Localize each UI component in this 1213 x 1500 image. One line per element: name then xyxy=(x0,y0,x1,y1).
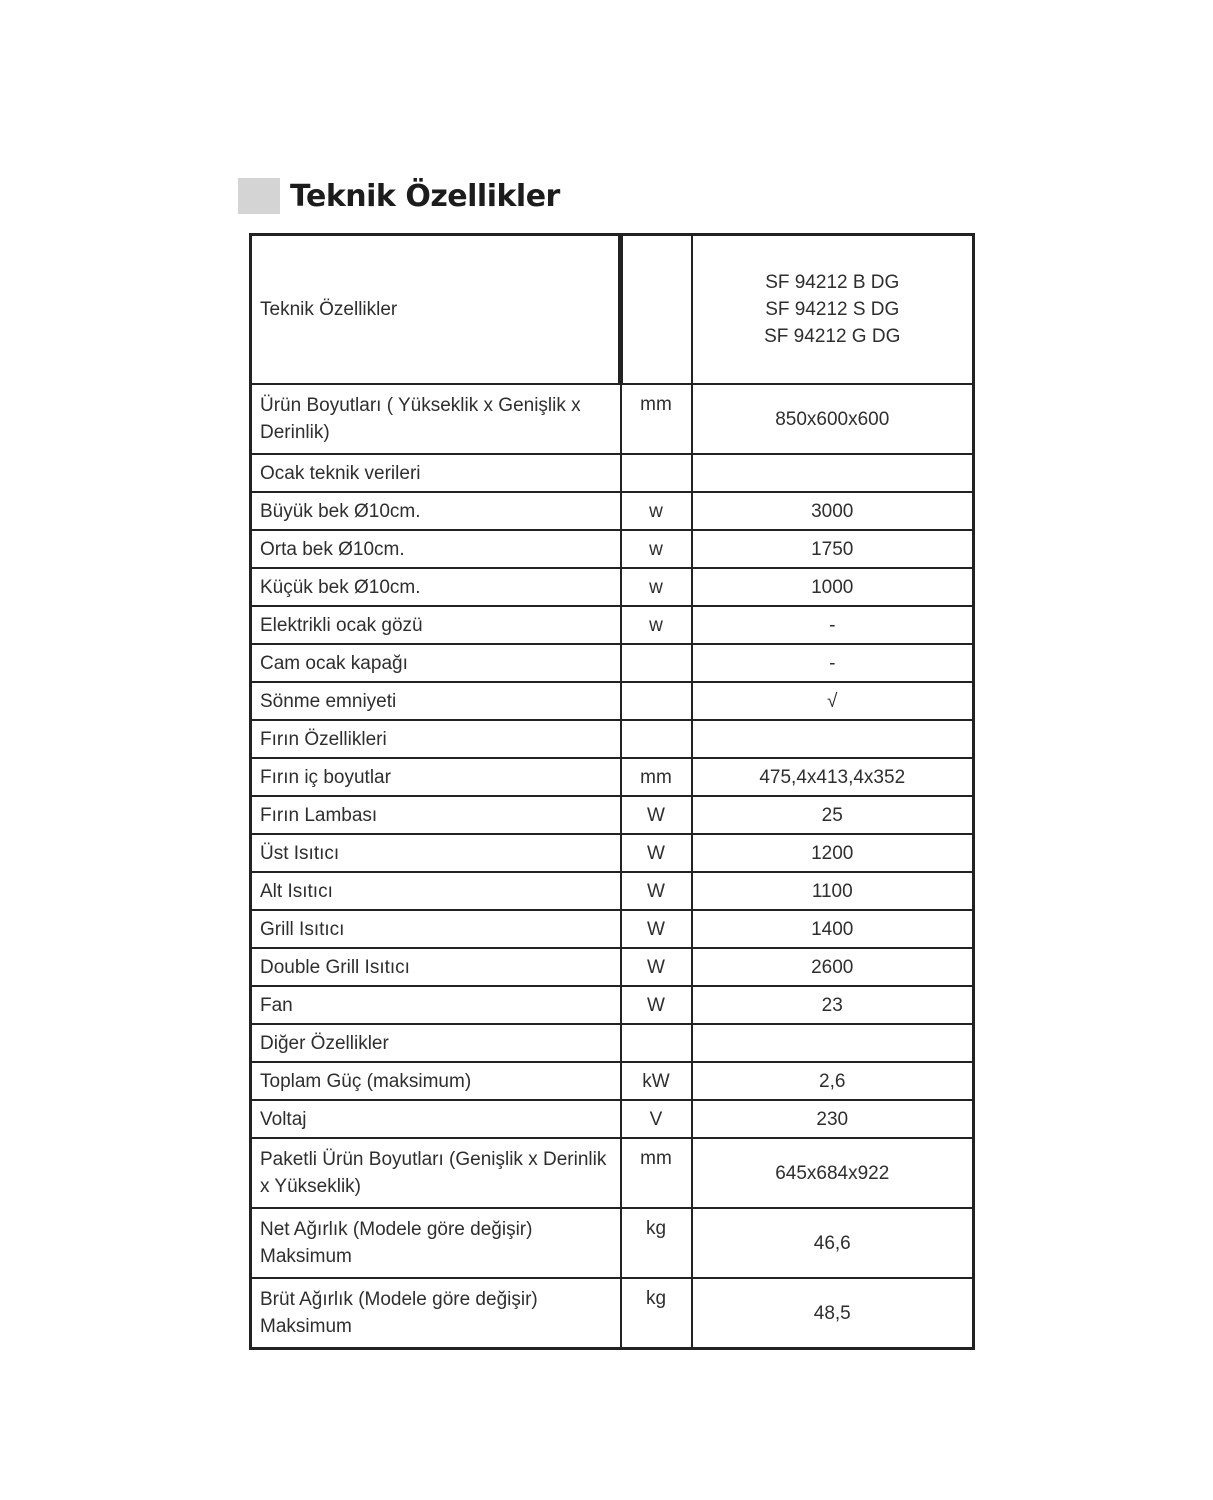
table-row xyxy=(251,758,974,796)
row-label: Voltaj xyxy=(251,1100,621,1138)
header-unit xyxy=(621,235,692,385)
model-name: SF 94212 S DG xyxy=(765,299,900,320)
row-value: 46,6 xyxy=(692,1208,974,1278)
row-value: 2,6 xyxy=(692,1062,974,1100)
table-row xyxy=(251,682,974,720)
row-label: Elektrikli ocak gözü xyxy=(251,606,621,644)
row-label: Küçük bek Ø10cm. xyxy=(251,568,621,606)
row-value: - xyxy=(692,606,974,644)
row-label: Paketli Ürün Boyutları (Genişlik x Derinlik x Yükseklik) xyxy=(251,1138,621,1208)
row-value xyxy=(692,720,974,758)
row-label: Fan xyxy=(251,986,621,1024)
row-value xyxy=(692,1024,974,1062)
table-row xyxy=(251,1100,974,1138)
row-unit: mm xyxy=(621,1138,692,1208)
table-row xyxy=(251,454,974,492)
row-unit: w xyxy=(621,606,692,644)
row-label: Toplam Güç (maksimum) xyxy=(251,1062,621,1100)
row-label: Orta bek Ø10cm. xyxy=(251,530,621,568)
table-row xyxy=(251,948,974,986)
table-row xyxy=(251,530,974,568)
spec-table xyxy=(249,233,975,1350)
row-unit: W xyxy=(621,910,692,948)
table-row xyxy=(251,1024,974,1062)
row-value: 1750 xyxy=(692,530,974,568)
row-value: 475,4x413,4x352 xyxy=(692,758,974,796)
row-unit: V xyxy=(621,1100,692,1138)
table-row xyxy=(251,834,974,872)
row-unit: W xyxy=(621,986,692,1024)
table-row xyxy=(251,568,974,606)
row-unit: w xyxy=(621,492,692,530)
row-unit: W xyxy=(621,948,692,986)
table-row xyxy=(251,1062,974,1100)
row-label: Grill Isıtıcı xyxy=(251,910,621,948)
row-value: 1100 xyxy=(692,872,974,910)
table-row xyxy=(251,384,974,454)
row-value: √ xyxy=(692,682,974,720)
header-models xyxy=(692,235,974,385)
row-value: 1400 xyxy=(692,910,974,948)
row-unit: W xyxy=(621,834,692,872)
row-value: - xyxy=(692,644,974,682)
page-title: Teknik Özellikler xyxy=(290,178,560,214)
row-value: 2600 xyxy=(692,948,974,986)
row-unit: kg xyxy=(621,1278,692,1349)
table-row xyxy=(251,644,974,682)
row-label: Ürün Boyutları ( Yükseklik x Genişlik x Derinlik) xyxy=(251,384,621,454)
row-unit: w xyxy=(621,530,692,568)
table-row xyxy=(251,796,974,834)
table-row xyxy=(251,1138,974,1208)
table-row xyxy=(251,1208,974,1278)
row-value: 645x684x922 xyxy=(692,1138,974,1208)
row-unit xyxy=(621,454,692,492)
row-unit xyxy=(621,720,692,758)
row-unit: mm xyxy=(621,384,692,454)
row-unit: kg xyxy=(621,1208,692,1278)
row-value: 1200 xyxy=(692,834,974,872)
row-label: Cam ocak kapağı xyxy=(251,644,621,682)
row-value: 23 xyxy=(692,986,974,1024)
row-value: 48,5 xyxy=(692,1278,974,1349)
row-unit: kW xyxy=(621,1062,692,1100)
page-heading xyxy=(238,178,560,214)
row-label: Fırın Özellikleri xyxy=(251,720,621,758)
row-label: Alt Isıtıcı xyxy=(251,872,621,910)
table-row xyxy=(251,606,974,644)
row-label: Üst Isıtıcı xyxy=(251,834,621,872)
row-unit xyxy=(621,1024,692,1062)
table-row xyxy=(251,720,974,758)
row-unit xyxy=(621,682,692,720)
heading-marker xyxy=(238,178,280,214)
row-value: 230 xyxy=(692,1100,974,1138)
row-label: Double Grill Isıtıcı xyxy=(251,948,621,986)
header-label: Teknik Özellikler xyxy=(251,235,621,385)
row-label: Diğer Özellikler xyxy=(251,1024,621,1062)
row-label: Net Ağırlık (Modele göre değişir) Maksimum xyxy=(251,1208,621,1278)
row-label: Fırın iç boyutlar xyxy=(251,758,621,796)
row-value: 25 xyxy=(692,796,974,834)
table-row xyxy=(251,910,974,948)
row-label: Büyük bek Ø10cm. xyxy=(251,492,621,530)
row-unit: W xyxy=(621,796,692,834)
row-label: Brüt Ağırlık (Modele göre değişir) Maksimum xyxy=(251,1278,621,1349)
row-label: Ocak teknik verileri xyxy=(251,454,621,492)
table-header-row xyxy=(251,235,974,385)
table-row xyxy=(251,492,974,530)
model-name: SF 94212 B DG xyxy=(765,272,900,293)
row-label: Fırın Lambası xyxy=(251,796,621,834)
row-value: 850x600x600 xyxy=(692,384,974,454)
table-row xyxy=(251,986,974,1024)
row-value: 3000 xyxy=(692,492,974,530)
row-unit xyxy=(621,644,692,682)
row-value: 1000 xyxy=(692,568,974,606)
table-row xyxy=(251,1278,974,1349)
row-unit: W xyxy=(621,872,692,910)
row-unit: w xyxy=(621,568,692,606)
row-unit: mm xyxy=(621,758,692,796)
table-row xyxy=(251,872,974,910)
model-name: SF 94212 G DG xyxy=(764,326,901,347)
row-label: Sönme emniyeti xyxy=(251,682,621,720)
row-value xyxy=(692,454,974,492)
